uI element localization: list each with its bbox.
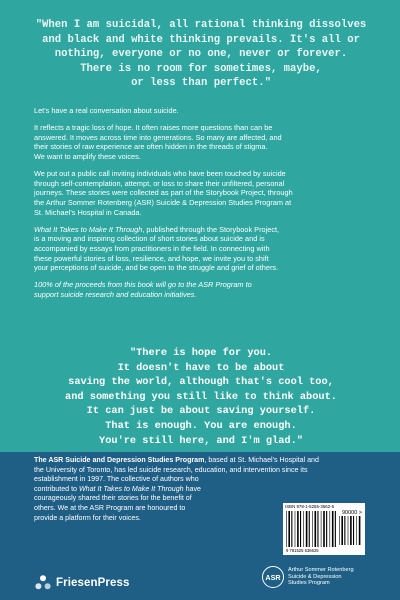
publisher-logo (34, 574, 129, 592)
intro-paragraph: Let's have a real conversation about suicide. (34, 106, 179, 115)
quote-line: There is no room for sometimes, maybe, (80, 62, 322, 75)
asr-program-logo (262, 566, 354, 588)
publisher-name: FriesenPress (56, 577, 130, 589)
barcode-digits: 9 781525 536625 (286, 548, 319, 553)
paragraph-book-description: What It Takes to Make It Through, published through the Storybook Project, is a moving and inspiring collection of short stories about suicide and is accompanied by essays from practitioners in the field. In connecting with these powerful stories of loss, resilience, and hope, we invite you to shift your perceptions of suicide, and be open to the struggle and grief of others. (34, 224, 280, 273)
quote-line: or less than perfect." (131, 77, 271, 90)
quote-line: and something you still like to think about. (65, 390, 337, 403)
top-pull-quote (34, 18, 368, 91)
asr-program-blurb: The ASR Suicide and Depression Studies Program, based at St. Michael's Hospital and the University of Toronto, has led suicide research, education, and intervention since its establishment in 1997. The collective of authors who contributed to What It Takes to Make It Through have courageously shared their stories for the benefit of others. We at the ASR Program are honoured to provide a platform for their voices. (34, 456, 319, 522)
price-code: 90000 > (341, 510, 362, 516)
barcode-bars-icon (286, 511, 338, 548)
asr-badge-icon: ASR (262, 566, 284, 588)
quote-line: It can just be about saving yourself. (86, 405, 316, 418)
friesenpress-logo-icon (34, 574, 52, 592)
proceeds-note: 100% of the proceeds from this book will go to the ASR Program to support suicide research and education initiatives. (34, 280, 252, 299)
book-title: What It Takes to Make It Through (34, 224, 143, 234)
quote-line: That is enough. You are enough. (105, 419, 297, 432)
quote-line: "When I am suicidal, all rational thinking dissolves (35, 19, 367, 31)
quote-line: It doesn't have to be about (117, 361, 285, 374)
asr-program-name: Arthur Sommer Rotenberg Suicide & Depression Studies Program (288, 566, 354, 587)
isbn-barcode (283, 503, 365, 555)
program-name: The ASR Suicide and Depression Studies Program (34, 456, 205, 464)
quote-line: You're still here, and I'm glad." (99, 434, 303, 447)
quote-line: and black and white thinking prevails. It's all or (42, 33, 360, 46)
isbn-number: ISBN 978-1-5255-3662-5 (285, 504, 335, 509)
quote-line: saving the world, although that's cool too, (68, 376, 334, 389)
description-body (34, 106, 372, 307)
bottom-pull-quote (36, 346, 366, 448)
price-barcode-bars-icon (339, 516, 362, 546)
paragraph-hope: It reflects a tragic loss of hope. It often raises more questions than can be answered. It moves across time into generations. So many are affected, and their stories of raw experience are often hidden in the threads of stigma. We want to amplify these voices. (34, 122, 282, 161)
paragraph-public-call: We put out a public call inviting individuals who have been touched by suicide through self-contemplation, attempt, or loss to share their unfiltered, personal journeys. These stories were collected as part of the Storybook Project, through the Arthur Sommer Rotenberg (ASR) Suicide & Depression Studies Program at St. Michael's Hospital in Canada. (34, 168, 293, 217)
quote-line: nothing, everyone or no one, never or forever. (54, 48, 348, 61)
quote-line: "There is hope for you. (129, 347, 273, 359)
